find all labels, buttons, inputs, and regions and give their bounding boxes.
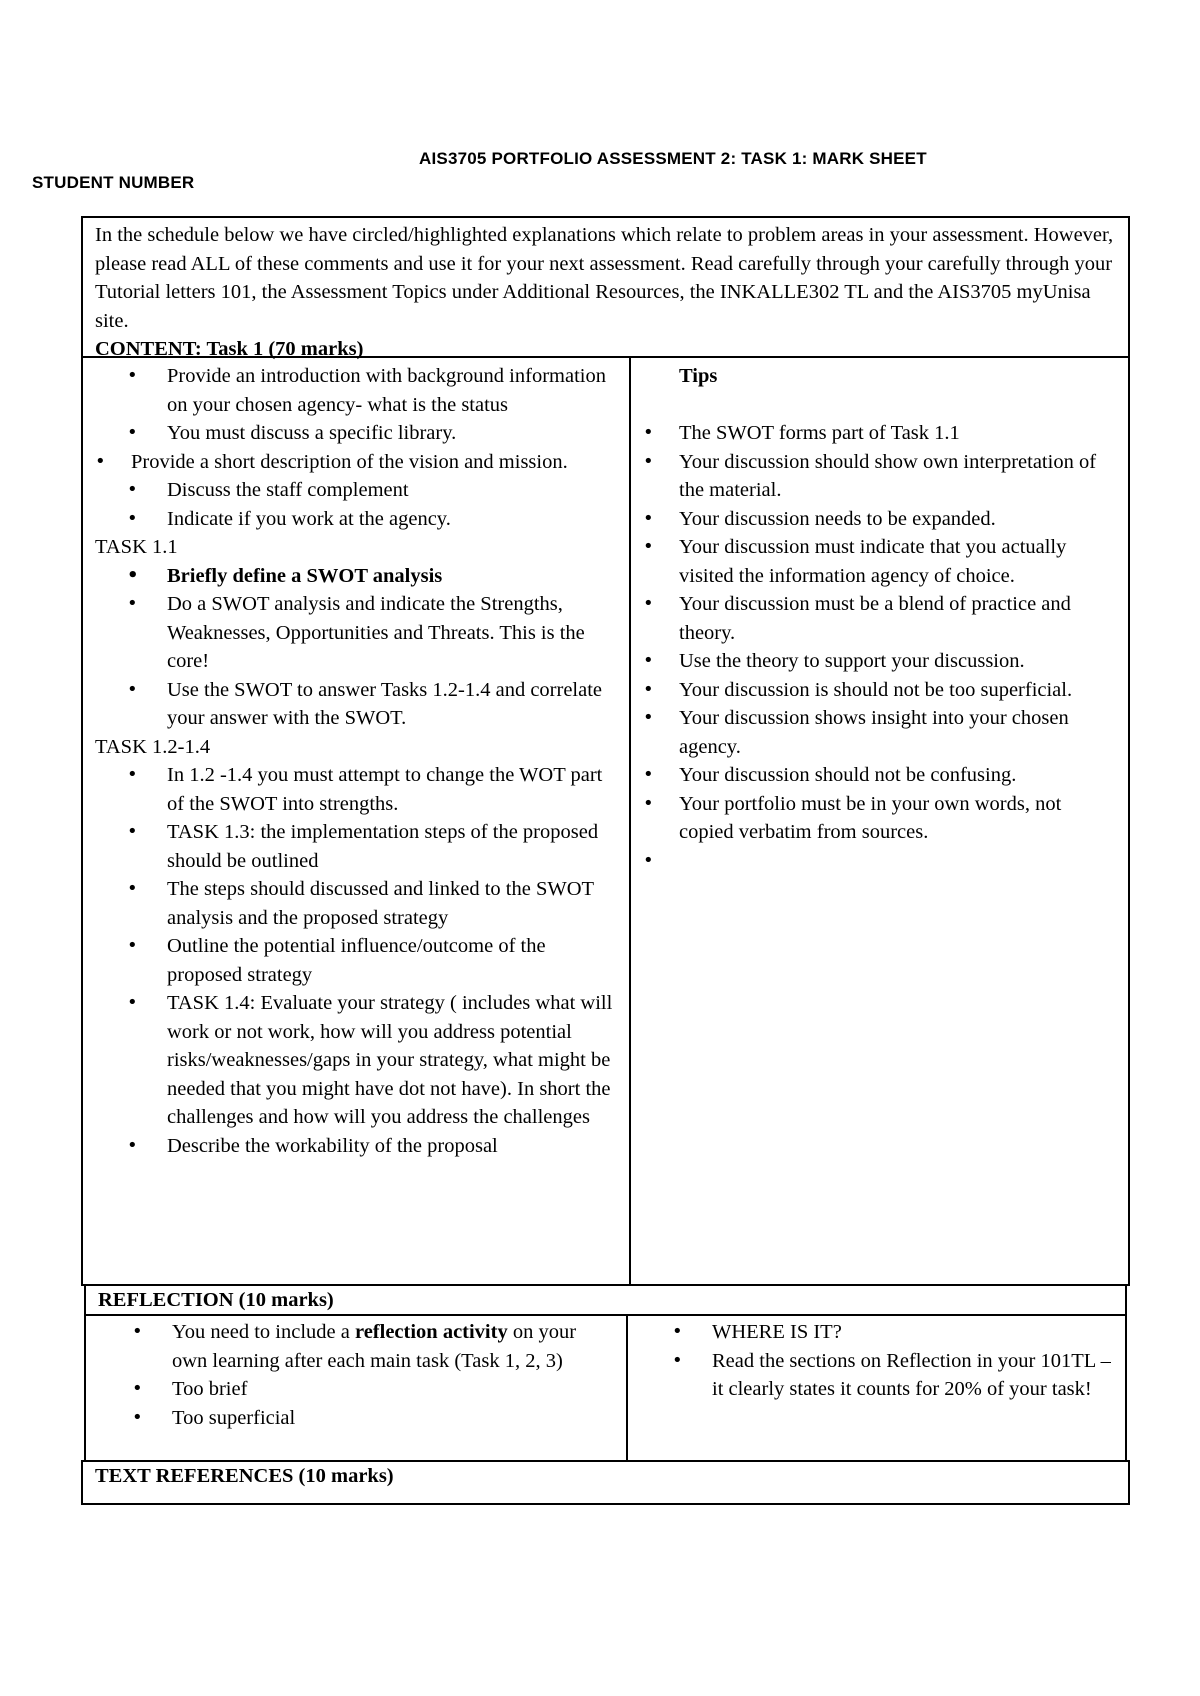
list-item: • Discuss the staff complement [95, 476, 615, 505]
content-heading: CONTENT: Task 1 (70 marks) [95, 338, 364, 360]
list-item: • The SWOT forms part of Task 1.1 [643, 419, 1113, 448]
list-item: • Describe the workability of the proposal [95, 1132, 615, 1161]
column-divider [629, 358, 631, 1284]
list-item: • In 1.2 -1.4 you must attempt to change the WOT part of the SWOT into strengths. [95, 761, 615, 818]
list-item: • Your discussion must be a blend of practice and theory. [643, 590, 1113, 647]
task-1-1-list [95, 562, 615, 733]
list-item: • Use the SWOT to answer Tasks 1.2-1.4 and correlate your answer with the SWOT. [95, 676, 615, 733]
list-item [98, 1318, 616, 1375]
list-item: • Read the sections on Reflection in your 101TL – it clearly states it counts for 20% of your task! [638, 1347, 1118, 1404]
reflection-item-suffix: on your own learning after each main task (Task 1, 2, 3) [172, 1321, 577, 1372]
list-item: • Your discussion is should not be too superficial. [643, 676, 1113, 705]
list-item: • TASK 1.3: the implementation steps of the proposed should be outlined [95, 818, 615, 875]
list-item: • Do a SWOT analysis and indicate the Strengths, Weaknesses, Opportunities and Threats. This is the core! [95, 590, 615, 676]
reflection-item-prefix: You need to include a [172, 1321, 355, 1343]
reflection-tips-list [638, 1318, 1118, 1404]
list-item: • Too superficial [98, 1404, 616, 1433]
list-item: • Outline the potential influence/outcome of the proposed strategy [95, 932, 615, 989]
document-title: AIS3705 PORTFOLIO ASSESSMENT 2: TASK 1: MARK SHEET [419, 149, 927, 168]
column-divider [626, 1316, 628, 1460]
list-item: • The steps should discussed and linked to the SWOT analysis and the proposed strategy [95, 875, 615, 932]
content-section [81, 356, 1130, 1286]
list-item: • Briefly define a SWOT analysis [95, 562, 615, 591]
task-1-2-label: TASK 1.2-1.4 [95, 735, 211, 758]
reflection-requirements-column [98, 1318, 616, 1432]
instructions-text: In the schedule below we have circled/highlighted explanations which relate to problem areas in your assessment. However, please read ALL of these comments and use it for your next assessment. Read carefully through your carefully through your Tutorial letters 101, the Assessment Topics under Additional Resources, the INKALLE302 TL and the AIS3705 myUnisa site. [95, 224, 1114, 332]
reflection-requirements-list [98, 1318, 616, 1432]
list-item: • Your discussion needs to be expanded. [643, 505, 1113, 534]
tips-heading: Tips [679, 365, 718, 387]
intro-requirements-list [95, 362, 615, 533]
task-1-1-label: TASK 1.1 [95, 536, 178, 558]
list-item: • TASK 1.4: Evaluate your strategy ( includes what will work or not work, how will you address potential risks/weaknesses/gaps in your strategy, what might be needed that you might have dot not have). In short the challenges and how will you address the challenges [95, 989, 615, 1132]
reflection-activity-emphasis: reflection activity [354, 1321, 508, 1343]
list-item: • You must discuss a specific library. [95, 419, 615, 448]
reflection-tips-column [638, 1318, 1118, 1404]
text-references-heading: TEXT REFERENCES (10 marks) [81, 1460, 1130, 1505]
instructions-box [81, 216, 1130, 358]
list-item: • Your portfolio must be in your own words, not copied verbatim from sources. [643, 790, 1113, 847]
list-item: • Provide a short description of the vision and mission. [95, 448, 615, 477]
requirements-column [95, 362, 615, 1160]
list-item: • Provide an introduction with background information on your chosen agency- what is the status [95, 362, 615, 419]
list-item: • Use the theory to support your discussion. [643, 647, 1113, 676]
task-1-2-list [95, 761, 615, 1160]
list-item: • Too brief [98, 1375, 616, 1404]
list-item: • WHERE IS IT? [638, 1318, 1118, 1347]
list-item: • Your discussion shows insight into your chosen agency. [643, 704, 1113, 761]
tips-list [643, 419, 1113, 875]
empty-list-item [643, 847, 1113, 876]
tips-column [643, 362, 1113, 875]
list-item: • Indicate if you work at the agency. [95, 505, 615, 534]
reflection-section [84, 1314, 1127, 1462]
list-item: • Your discussion must indicate that you actually visited the information agency of choice. [643, 533, 1113, 590]
reflection-heading: REFLECTION (10 marks) [84, 1284, 1127, 1316]
list-item: • Your discussion should show own interpretation of the material. [643, 448, 1113, 505]
student-number-label: STUDENT NUMBER [32, 173, 195, 192]
list-item: • Your discussion should not be confusing. [643, 761, 1113, 790]
